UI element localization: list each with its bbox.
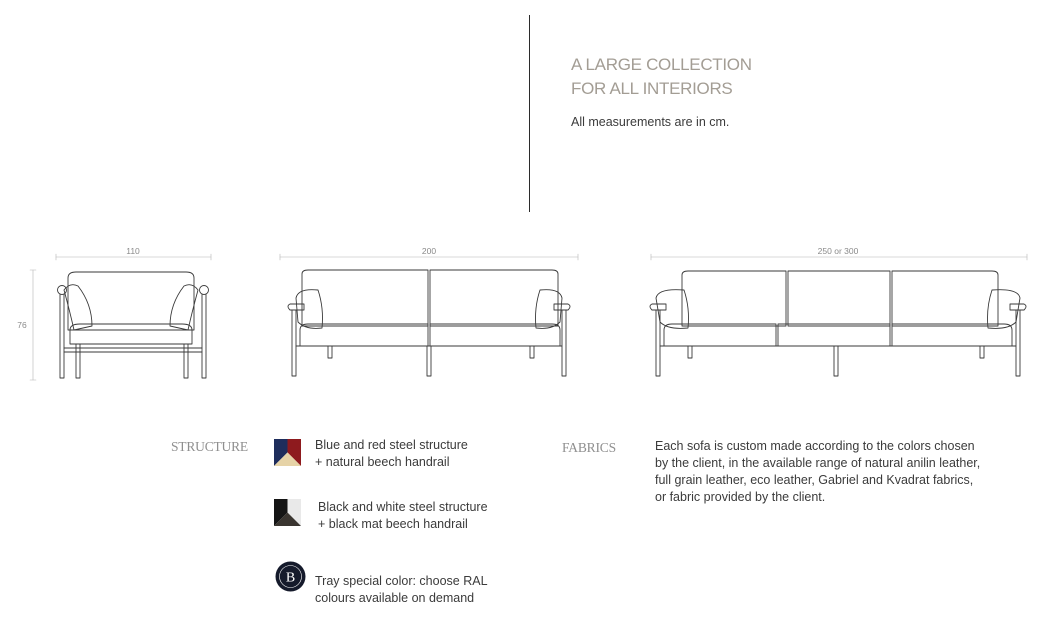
- brand-b-logo-icon: [275, 561, 306, 592]
- sofa-2-seat-drawing: [280, 254, 578, 376]
- structure-option-1-line1: Blue and red steel structure: [315, 438, 468, 452]
- structure-option-1: [315, 437, 468, 471]
- structure-option-3-line1: Tray special color: choose RAL: [315, 574, 488, 588]
- structure-option-1-line2: + natural beech handrail: [315, 455, 450, 469]
- armchair-height-label: 76: [17, 320, 27, 330]
- blue-red-beech-swatch-icon: [274, 439, 301, 466]
- sofa-drawings: [0, 238, 1045, 388]
- title-line-2: FOR ALL INTERIORS: [571, 79, 733, 98]
- measurement-note: All measurements are in cm.: [571, 115, 730, 129]
- title-line-1: A LARGE COLLECTION: [571, 55, 752, 74]
- logo-letter: B: [285, 570, 296, 586]
- armchair-drawing: [30, 254, 211, 380]
- sofa3-width-label: 250 or 300: [817, 246, 859, 256]
- structure-label: STRUCTURE: [171, 439, 248, 454]
- sofa-3-seat-drawing: [650, 254, 1027, 376]
- vertical-divider: [529, 15, 530, 212]
- structure-option-3-line2: colours available on demand: [315, 591, 475, 605]
- fabrics-description: Each sofa is custom made according to the colors chosen by the client, in the available range of natural anilin leather, full grain leather, eco leather, Gabriel and Kvadrat fabrics, or fabric provided by the client.: [655, 439, 981, 504]
- structure-option-2-line2: + black mat beech handrail: [318, 517, 468, 531]
- fabrics-label: FABRICS: [562, 440, 616, 455]
- armchair-width-label: 110: [126, 246, 140, 256]
- structure-option-2-line1: Black and white steel structure: [318, 500, 488, 514]
- sofa2-width-label: 200: [421, 246, 437, 256]
- page-title: [571, 53, 752, 101]
- structure-option-2: [318, 499, 488, 533]
- structure-option-3: [315, 573, 488, 607]
- black-white-swatch-icon: [274, 499, 301, 526]
